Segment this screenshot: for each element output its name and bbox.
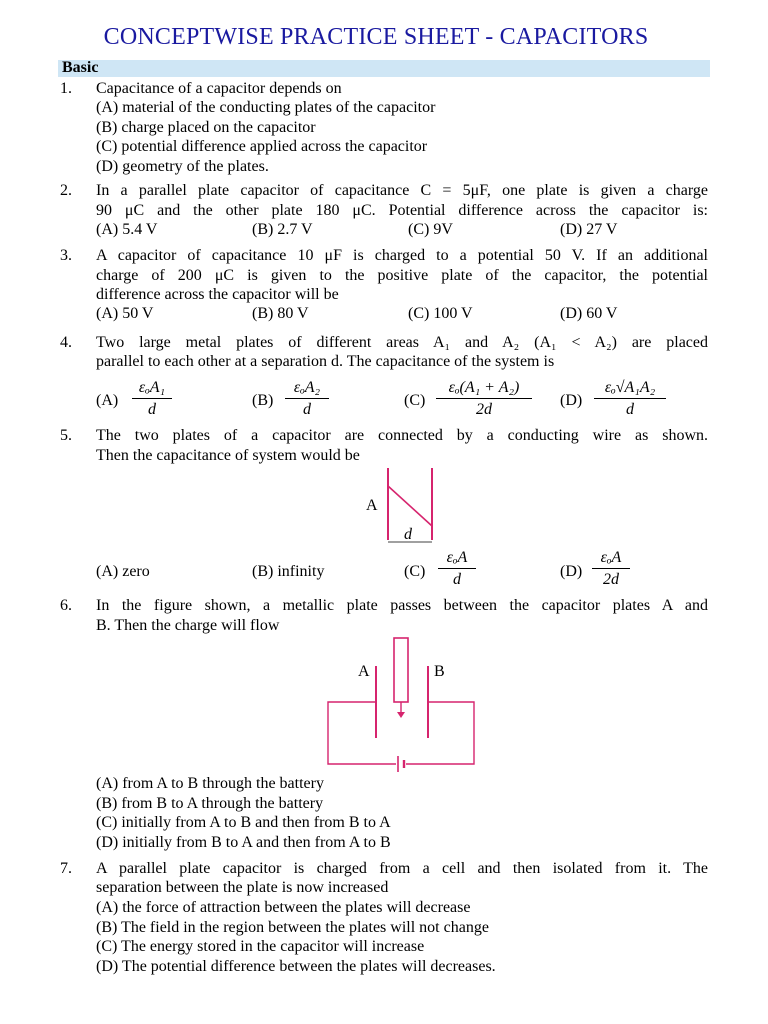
fraction-bar xyxy=(592,568,630,569)
q4-line1: Two large metal plates of different areas A₁ and A₂ (A₁ < A₂) are placed xyxy=(96,334,708,351)
q1-option-a: (A) material of the conducting plates of the capacitor xyxy=(96,99,436,116)
q6-wire-right xyxy=(406,702,474,764)
q5-option-d-denominator: 2d xyxy=(603,571,619,588)
fraction-bar xyxy=(285,398,329,399)
q3-line2: charge of 200 μC is given to the positive plate of the capacitor, the potential xyxy=(96,267,708,284)
q1-option-b: (B) charge placed on the capacitor xyxy=(96,119,316,136)
q4-option-c-numerator: εₒ(A₁ + A₂) xyxy=(448,379,520,396)
q3-line1: A capacitor of capacitance 10 μF is charged to a potential 50 V. If an additional xyxy=(96,247,708,264)
q2-number: 2. xyxy=(60,182,72,199)
q2-option-b: (B) 2.7 V xyxy=(252,221,313,238)
q3-option-b: (B) 80 V xyxy=(252,305,309,322)
q1-option-d: (D) geometry of the plates. xyxy=(96,158,269,175)
q6-metallic-plate xyxy=(394,638,408,702)
q3-option-a: (A) 50 V xyxy=(96,305,154,322)
q4-option-a-label: (A) xyxy=(96,392,119,409)
q4-option-d-numerator: εₒ√A₁A₂ xyxy=(604,379,656,396)
q1-number: 1. xyxy=(60,80,72,97)
q7-option-d: (D) The potential difference between the plates will decreases. xyxy=(96,958,496,975)
q2-option-a: (A) 5.4 V xyxy=(96,221,158,238)
q6-circuit-figure xyxy=(320,632,480,772)
q4-option-a-fraction xyxy=(132,378,172,419)
q5-line2: Then the capacitance of system would be xyxy=(96,447,360,464)
page-title: CONCEPTWISE PRACTICE SHEET - CAPACITORS xyxy=(103,24,649,50)
q2-option-c: (C) 9V xyxy=(408,221,453,238)
q7-option-a: (A) the force of attraction between the plates will decrease xyxy=(96,899,471,916)
q7-option-c: (C) The energy stored in the capacitor will increase xyxy=(96,938,425,955)
q6-number: 6. xyxy=(60,597,72,614)
q5-option-d-numerator: εₒA xyxy=(600,549,622,566)
q7-line2: separation between the plate is now increased xyxy=(96,879,389,896)
q5-option-c-fraction xyxy=(438,548,476,589)
q4-option-d-fraction xyxy=(594,378,666,419)
q4-option-b-denominator: d xyxy=(303,401,311,418)
q7-number: 7. xyxy=(60,860,72,877)
q4-option-a-numerator: εₒA₁ xyxy=(138,379,166,396)
q2-line1: In a parallel plate capacitor of capacitance C = 5μF, one plate is given a charge xyxy=(96,182,708,199)
q1-text: Capacitance of a capacitor depends on xyxy=(96,80,342,97)
q5-option-a: (A) zero xyxy=(96,563,150,580)
q6-line1: In the figure shown, a metallic plate passes between the capacitor plates A and xyxy=(96,597,708,614)
q6-arrow-head xyxy=(397,712,405,718)
q4-number: 4. xyxy=(60,334,72,351)
fraction-bar xyxy=(436,398,532,399)
q6-figure-label-a: A xyxy=(358,663,370,680)
section-bar xyxy=(58,60,710,77)
q4-option-c-denominator: 2d xyxy=(476,401,492,418)
q3-option-d: (D) 60 V xyxy=(560,305,618,322)
q3-number: 3. xyxy=(60,247,72,264)
q6-option-c: (C) initially from A to B and then from B to A xyxy=(96,814,391,831)
q6-figure-label-b: B xyxy=(434,663,445,680)
q3-option-c: (C) 100 V xyxy=(408,305,473,322)
q3-line3: difference across the capacitor will be xyxy=(96,286,339,303)
q4-option-c-label: (C) xyxy=(404,392,426,409)
q4-option-b-label: (B) xyxy=(252,392,274,409)
fraction-bar xyxy=(438,568,476,569)
q7-option-b: (B) The field in the region between the plates will not change xyxy=(96,919,489,936)
q4-line2: parallel to each other at a separation d. The capacitance of the system is xyxy=(96,353,555,370)
q5-option-c-numerator: εₒA xyxy=(446,549,468,566)
q6-wire-left xyxy=(328,702,396,764)
section-label: Basic xyxy=(62,59,99,76)
q4-option-b-numerator: εₒA₂ xyxy=(293,379,321,396)
q4-option-a-denominator: d xyxy=(148,401,156,418)
q5-line1: The two plates of a capacitor are connected by a conducting wire as shown. xyxy=(96,427,708,444)
q5-option-b: (B) infinity xyxy=(252,563,325,580)
fraction-bar xyxy=(594,398,666,399)
q4-option-b-fraction xyxy=(285,378,329,419)
q6-option-d: (D) initially from B to A and then from A to B xyxy=(96,834,391,851)
q5-figure-label-a: A xyxy=(366,497,378,514)
q1-option-c: (C) potential difference applied across the capacitor xyxy=(96,138,428,155)
q2-option-d: (D) 27 V xyxy=(560,221,618,238)
q5-number: 5. xyxy=(60,427,72,444)
q5-connecting-wire xyxy=(388,486,432,526)
q7-line1: A parallel plate capacitor is charged from a cell and then isolated from it. The xyxy=(96,860,708,877)
q5-option-d-fraction xyxy=(592,548,630,589)
q5-option-c-denominator: d xyxy=(453,571,461,588)
q6-option-b: (B) from B to A through the battery xyxy=(96,795,324,812)
fraction-bar xyxy=(132,398,172,399)
q5-option-c-label: (C) xyxy=(404,563,426,580)
q4-option-d-denominator: d xyxy=(626,401,634,418)
q4-option-d-label: (D) xyxy=(560,392,583,409)
q4-option-c-fraction xyxy=(436,378,532,419)
q5-option-d-label: (D) xyxy=(560,563,583,580)
q2-line2: 90 μC and the other plate 180 μC. Potential difference across the capacitor is: xyxy=(96,202,708,219)
q5-figure-label-d: d xyxy=(404,526,412,543)
q6-line2: B. Then the charge will flow xyxy=(96,617,280,634)
q6-option-a: (A) from A to B through the battery xyxy=(96,775,324,792)
